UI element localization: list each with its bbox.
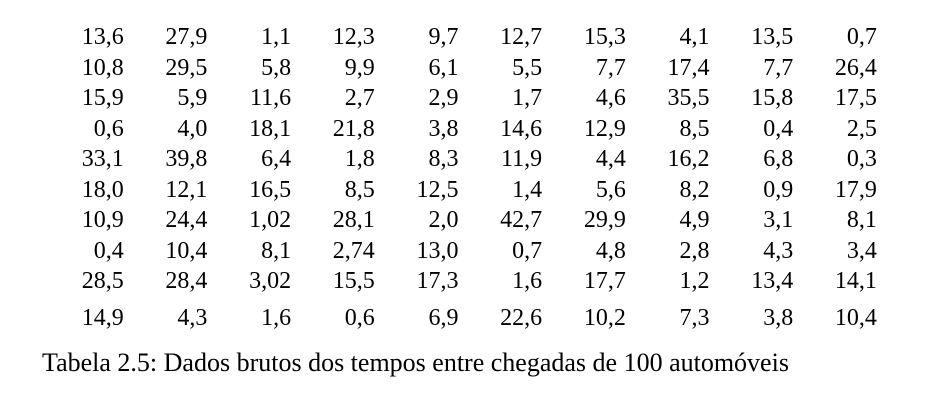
table-cell: 28,4	[165, 268, 208, 295]
table-cell: 18,1	[249, 115, 292, 142]
table-cell: 12,3	[332, 24, 375, 51]
table-cell: 8,2	[679, 176, 710, 203]
table-cell: 6,1	[428, 54, 459, 81]
table-cell: 10,9	[81, 207, 124, 234]
table-cell: 0,6	[93, 115, 124, 142]
table-cell: 10,8	[81, 54, 124, 81]
table-cell: 17,7	[583, 268, 626, 295]
table-cell: 5,9	[177, 85, 208, 112]
table-cell: 13,0	[416, 237, 459, 264]
table-cell: 2,7	[344, 85, 375, 112]
table-cell: 1,6	[261, 304, 292, 331]
table-cell: 2,8	[679, 237, 710, 264]
table-cell: 4,0	[177, 115, 208, 142]
table-cell: 1,6	[512, 268, 543, 295]
table-cell: 33,1	[81, 146, 124, 173]
table-cell: 42,7	[500, 207, 543, 234]
table-cell: 11,9	[501, 146, 543, 173]
table-cell: 15,8	[751, 85, 794, 112]
table-cell: 17,3	[416, 268, 459, 295]
table-cell: 4,8	[595, 237, 626, 264]
table-cell: 1,7	[512, 85, 543, 112]
table-cell: 5,5	[512, 54, 543, 81]
table-cell: 28,5	[81, 268, 124, 295]
table-row	[40, 83, 880, 114]
table-cell: 7,3	[679, 304, 710, 331]
table-cell: 11,6	[249, 85, 292, 112]
table-cell: 8,5	[679, 115, 710, 142]
table-cell: 16,2	[667, 146, 710, 173]
table-cell: 8,1	[261, 237, 292, 264]
table-cell: 17,9	[834, 176, 877, 203]
table-cell: 6,9	[428, 304, 459, 331]
table-cell: 0,9	[763, 176, 794, 203]
table-cell: 13,5	[751, 24, 794, 51]
table-cell: 17,5	[834, 85, 877, 112]
table-cell: 7,7	[763, 54, 794, 81]
table-cell: 9,7	[428, 24, 459, 51]
table-cell: 0,3	[846, 146, 877, 173]
table-cell: 35,5	[667, 85, 710, 112]
table-cell: 1,8	[344, 146, 375, 173]
table-cell: 10,2	[583, 304, 626, 331]
table-row	[40, 144, 880, 175]
table-cell: 2,74	[332, 237, 375, 264]
data-table	[40, 22, 880, 333]
table-cell: 39,8	[165, 146, 208, 173]
table-cell: 14,1	[834, 268, 877, 295]
table-cell: 4,3	[177, 304, 208, 331]
table-cell: 26,4	[834, 54, 877, 81]
table-cell: 1,1	[261, 24, 292, 51]
table-cell: 3,1	[763, 207, 794, 234]
table-cell: 14,9	[81, 304, 124, 331]
table-cell: 28,1	[332, 207, 375, 234]
table-cell: 21,8	[332, 115, 375, 142]
table-cell: 2,0	[428, 207, 459, 234]
table-row	[40, 266, 880, 297]
table-cell: 8,3	[428, 146, 459, 173]
table-cell: 16,5	[249, 176, 292, 203]
table-cell: 4,6	[595, 85, 626, 112]
table-cell: 27,9	[165, 24, 208, 51]
table-cell: 6,4	[261, 146, 292, 173]
table-cell: 0,4	[763, 115, 794, 142]
table-cell: 3,8	[428, 115, 459, 142]
table-row	[40, 53, 880, 84]
table-cell: 17,4	[667, 54, 710, 81]
table-cell: 4,9	[679, 207, 710, 234]
table-cell: 0,7	[512, 237, 543, 264]
table-row	[40, 175, 880, 206]
table-row	[40, 303, 880, 334]
table-cell: 12,9	[583, 115, 626, 142]
table-cell: 22,6	[500, 304, 543, 331]
table-cell: 29,9	[583, 207, 626, 234]
table-cell: 13,4	[751, 268, 794, 295]
table-row	[40, 205, 880, 236]
table-cell: 10,4	[165, 237, 208, 264]
table-cell: 12,7	[500, 24, 543, 51]
table-cell: 14,6	[500, 115, 543, 142]
table-cell: 18,0	[81, 176, 124, 203]
table-cell: 4,1	[679, 24, 710, 51]
table-cell: 5,8	[261, 54, 292, 81]
table-cell: 3,02	[249, 268, 292, 295]
table-cell: 9,9	[344, 54, 375, 81]
table-caption: Tabela 2.5: Dados brutos dos tempos entre chegadas de 100 automóveis	[42, 348, 789, 377]
table-cell: 8,5	[344, 176, 375, 203]
table-cell: 3,8	[763, 304, 794, 331]
table-cell: 15,9	[81, 85, 124, 112]
table-cell: 0,7	[846, 24, 877, 51]
table-cell: 12,5	[416, 176, 459, 203]
table-cell: 15,3	[583, 24, 626, 51]
table-cell: 12,1	[165, 176, 208, 203]
table-cell: 4,4	[595, 146, 626, 173]
table-cell: 4,3	[763, 237, 794, 264]
table-cell: 10,4	[834, 304, 877, 331]
table-cell: 3,4	[846, 237, 877, 264]
table-cell: 0,6	[344, 304, 375, 331]
table-cell: 0,4	[93, 237, 124, 264]
table-cell: 1,2	[679, 268, 710, 295]
table-cell: 15,5	[332, 268, 375, 295]
table-cell: 24,4	[165, 207, 208, 234]
table-row	[40, 22, 880, 53]
table-cell: 1,4	[512, 176, 543, 203]
table-row	[40, 114, 880, 145]
table-cell: 6,8	[763, 146, 794, 173]
table-cell: 7,7	[595, 54, 626, 81]
table-cell: 2,9	[428, 85, 459, 112]
table-row	[40, 236, 880, 267]
table-cell: 1,02	[249, 207, 292, 234]
table-cell: 5,6	[595, 176, 626, 203]
table-cell: 2,5	[846, 115, 877, 142]
table-cell: 13,6	[81, 24, 124, 51]
table-cell: 8,1	[846, 207, 877, 234]
table-cell: 29,5	[165, 54, 208, 81]
